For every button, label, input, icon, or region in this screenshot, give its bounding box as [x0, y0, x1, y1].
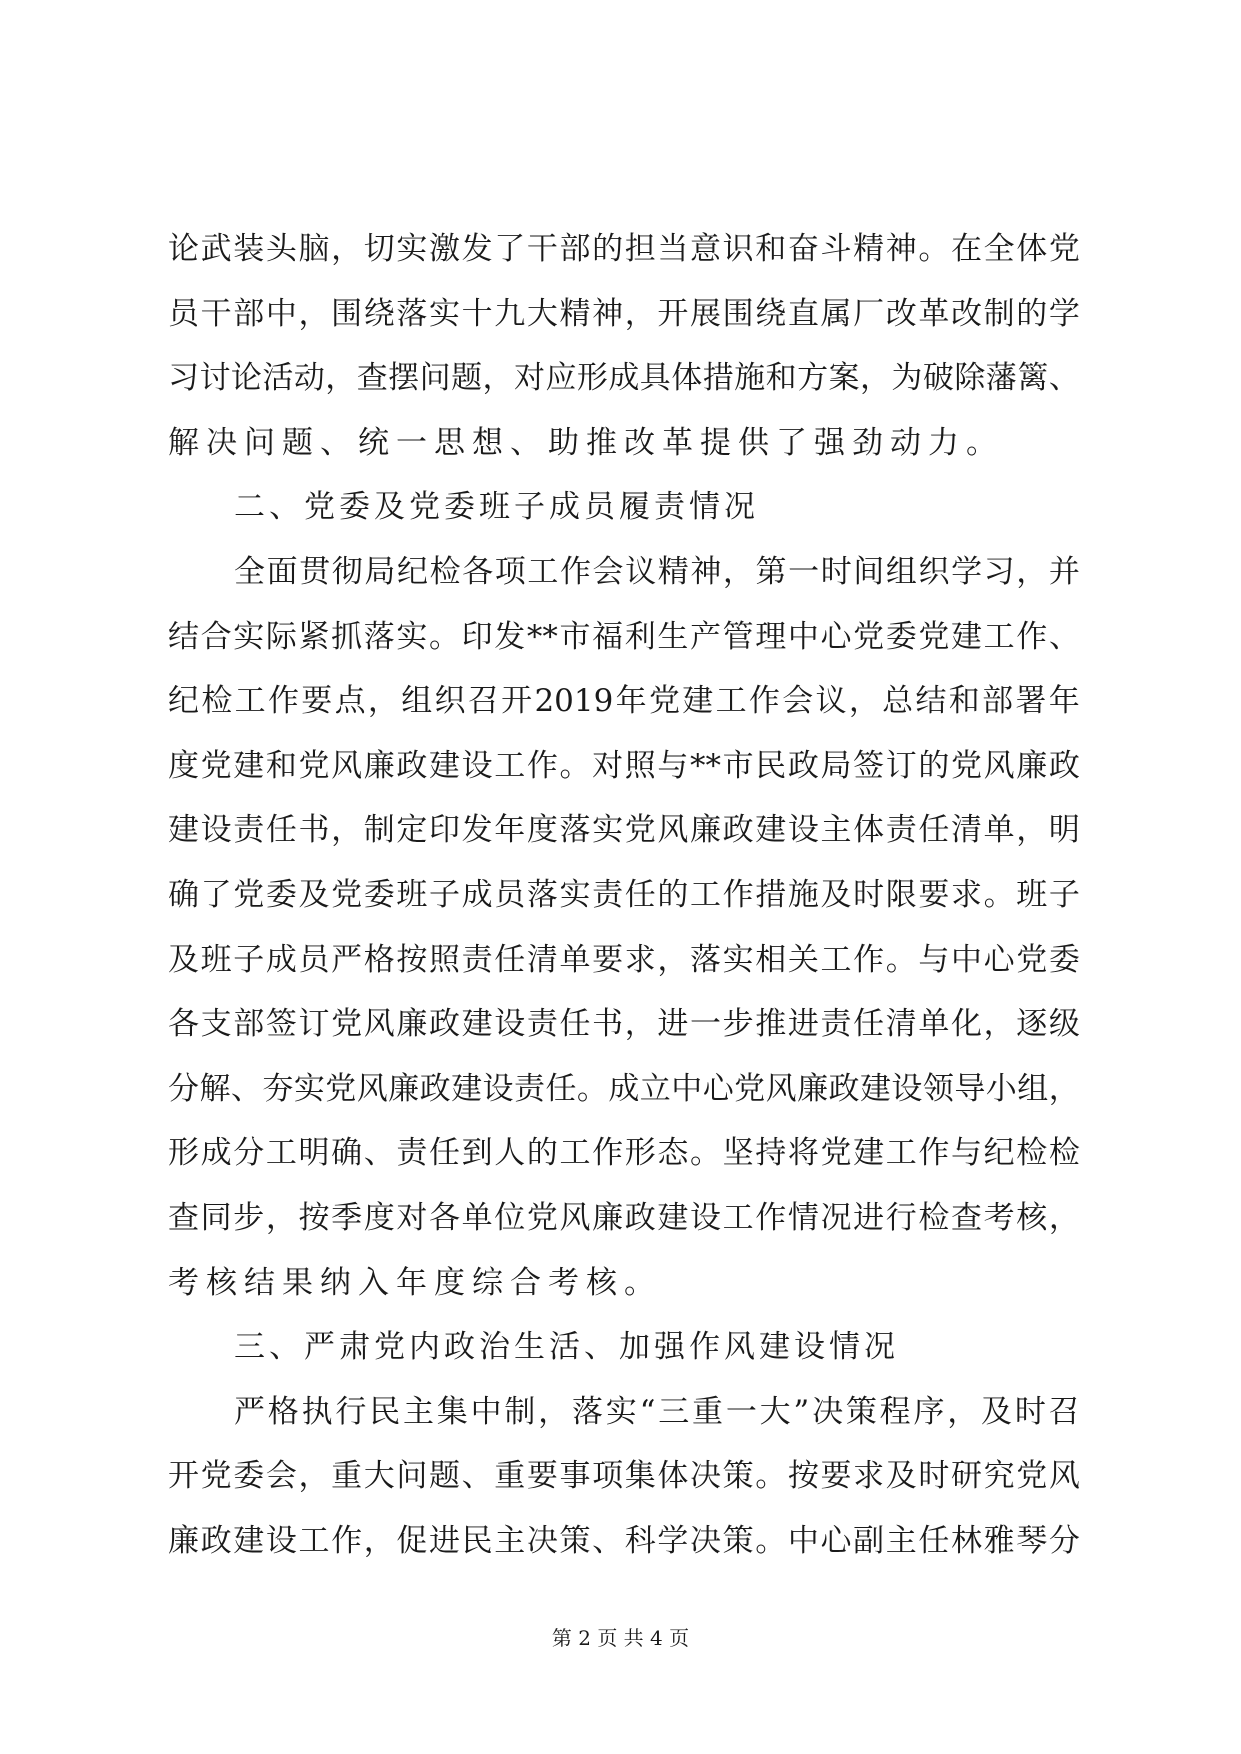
text-line: 廉 政 建 设 工 作 ， 促 进 民 主 决 策 、 科 学 决 策 。 中 心 副 主 任 林 雅 琴 分: [168, 1522, 1080, 1559]
document-body: [168, 233, 1080, 1589]
text-line: 形 成 分 工 明 确 、 责 任 到 人 的 工 作 形 态 。 坚 持 将 党 建 工 作 与 纪 检 检: [168, 1135, 1080, 1172]
page-footer: 第 2 页 共 4 页: [551, 1626, 690, 1650]
text-line: 确 了 党 委 及 党 委 班 子 成 员 落 实 责 任 的 工 作 措 施 及 时 限 要 求 。 班 子: [168, 876, 1080, 913]
section-heading: 二、党委及党委班子成员履责情况: [234, 489, 759, 526]
text-line: 及 班 子 成 员 严 格 按 照 责 任 清 单 要 求 ， 落 实 相 关 工 作 。 与 中 心 党 委: [168, 941, 1080, 978]
text-line: 论 武 装 头 脑 ， 切 实 激 发 了 干 部 的 担 当 意 识 和 奋 斗 精 神 。 在 全 体 党: [168, 231, 1080, 267]
text-line: 纪 检 工 作 要 点 ， 组 织 召 开 2019 年 党 建 工 作 会 议 ， 总 结 和 部 署 年: [168, 683, 1080, 720]
text-line: 结 合 实 际 紧 抓 落 实 。 印 发 ** 市 福 利 生 产 管 理 中 心 党 委 党 建 工 作 、: [168, 618, 1080, 655]
text-line: 考核结果纳入年度综合考核。: [168, 1264, 662, 1301]
section-heading: 三、严肃党内政治生活、加强作风建设情况: [234, 1329, 899, 1366]
text-line: 开 党 委 会 ， 重 大 问 题 、 重 要 事 项 集 体 决 策 。 按 要 求 及 时 研 究 党 风: [168, 1458, 1080, 1495]
text-line: 解决问题、统一思想、助推改革提供了强劲动力。: [168, 424, 1004, 461]
text-line: 习 讨 论 活 动 ， 查 摆 问 题 ， 对 应 形 成 具 体 措 施 和 方 案 ， 为 破 除 藩 篱 、: [168, 360, 1080, 397]
text-line: 查 同 步 ， 按 季 度 对 各 单 位 党 风 廉 政 建 设 工 作 情 况 进 行 检 查 考 核 ，: [168, 1199, 1080, 1236]
text-line: 度 党 建 和 党 风 廉 政 建 设 工 作 。 对 照 与 ** 市 民 政 局 签 订 的 党 风 廉 政: [168, 747, 1080, 784]
text-line: 员 干 部 中 ， 围 绕 落 实 十 九 大 精 神 ， 开 展 围 绕 直 属 厂 改 革 改 制 的 学: [168, 295, 1080, 332]
text-line: 各 支 部 签 订 党 风 廉 政 建 设 责 任 书 ， 进 一 步 推 进 责 任 清 单 化 ， 逐 级: [168, 1006, 1080, 1043]
text-line: 建 设 责 任 书 ， 制 定 印 发 年 度 落 实 党 风 廉 政 建 设 主 体 责 任 清 单 ， 明: [168, 812, 1080, 849]
text-line: 全 面 贯 彻 局 纪 检 各 项 工 作 会 议 精 神 ， 第 一 时 间 组 织 学 习 ， 并: [234, 553, 1080, 590]
text-line: 严 格 执 行 民 主 集 中 制 ， 落 实 “ 三 重 一 大 ” 决 策 程 序 ， 及 时 召: [234, 1393, 1080, 1430]
text-line: 分 解 、 夯 实 党 风 廉 政 建 设 责 任 。 成 立 中 心 党 风 廉 政 建 设 领 导 小 组 ，: [168, 1070, 1080, 1107]
